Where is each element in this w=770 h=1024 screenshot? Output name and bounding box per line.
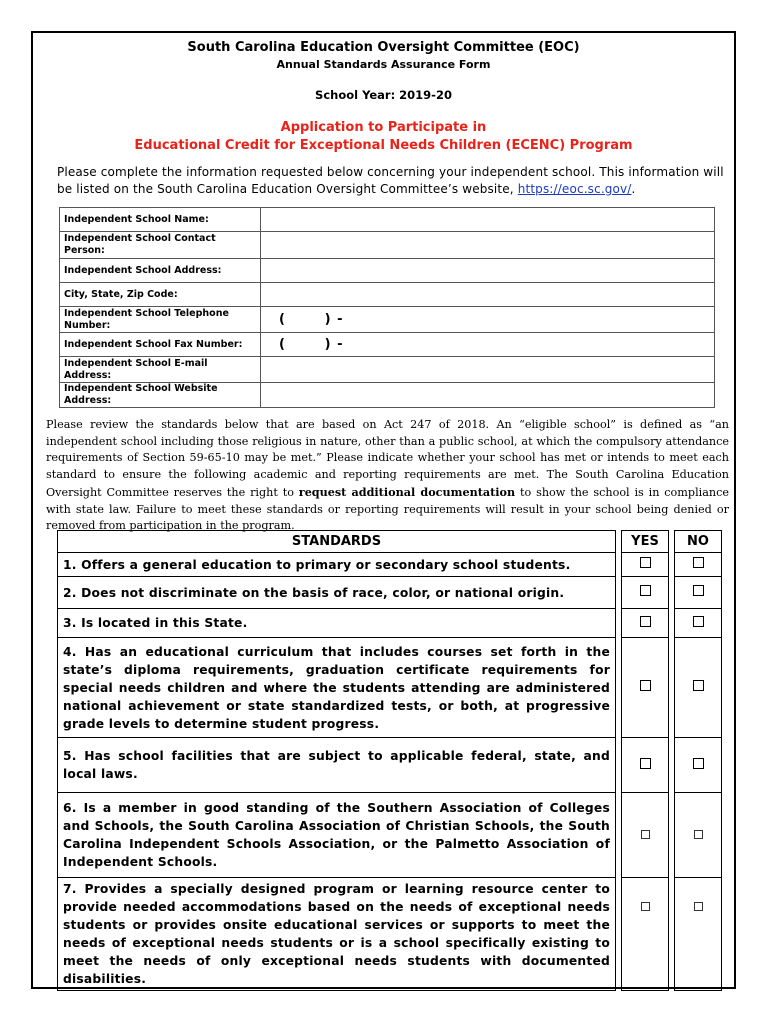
- standard-2-yes-checkbox[interactable]: [622, 577, 669, 609]
- form-page: [31, 31, 736, 989]
- telephone-field[interactable]: ( ) -: [261, 307, 715, 333]
- standard-7-yes-checkbox[interactable]: [622, 878, 669, 991]
- email-field[interactable]: [261, 357, 715, 383]
- info-label: Independent School E-mail Address:: [60, 357, 261, 383]
- yes-header: YES: [622, 531, 669, 553]
- website-field[interactable]: [261, 383, 715, 408]
- info-label: Independent School Contact Person:: [60, 232, 261, 259]
- standards-header: STANDARDS: [58, 531, 616, 553]
- info-row-city: [60, 283, 715, 307]
- form-title: Annual Standards Assurance Form: [276, 58, 491, 71]
- standard-6-text: 6. Is a member in good standing of the Southern Association of Colleges and Schools, the South Carolina Association of Christian Schools, the South Carolina Independent Schools Association, or the Palmetto Association of Independent Schools.: [58, 793, 616, 878]
- checkbox-icon: [641, 902, 650, 911]
- checkbox-icon: [694, 902, 703, 911]
- checkbox-icon: [640, 557, 651, 568]
- review-bold-text: request additional documentation: [298, 484, 516, 499]
- standard-4-no-checkbox[interactable]: [675, 638, 722, 738]
- info-row-email: [60, 357, 715, 383]
- standard-4-text: 4. Has an educational curriculum that includes courses set forth in the state’s diploma requirements, graduation certificate requirements for special needs children and where the students attending are administered national achievement or state standardized tests, or both, at progressive grade levels to determine student progress.: [58, 638, 616, 738]
- checkbox-icon: [693, 680, 704, 691]
- checkbox-icon: [693, 585, 704, 596]
- info-label: Independent School Telephone Number:: [60, 307, 261, 333]
- standard-5-yes-checkbox[interactable]: [622, 738, 669, 793]
- standard-5-text: 5. Has school facilities that are subject to applicable federal, state, and local laws.: [58, 738, 616, 793]
- table-row: [58, 577, 722, 609]
- table-row: [58, 878, 722, 991]
- school-info-table: [59, 207, 715, 408]
- review-text: Please review the standards below that are based on Act 247 of 2018. An “eligible school” is defined as “an independent school including those religious in nature, other than a public school, at which the compulsory attendance requirements of Section 59-65-10 may be met.” Please indicate whether your school has met or intends to meet each standard to ensure the following academic and reporting requirements are met. The South Carolina Education Oversight Committee reserves the right to: [46, 418, 729, 499]
- standard-7-text: 7. Provides a specially designed program or learning resource center to provide needed accommodations based on the needs of exceptional needs students or provides onsite educational services or supports to meet the needs of exceptional needs students or is a school specifically existing to meet the needs of only exceptional needs students with documented disabilities.: [58, 878, 616, 991]
- checkbox-icon: [640, 616, 651, 627]
- info-label: Independent School Website Address:: [60, 383, 261, 408]
- standard-3-yes-checkbox[interactable]: [622, 609, 669, 638]
- standard-1-no-checkbox[interactable]: [675, 553, 722, 577]
- standard-1-yes-checkbox[interactable]: [622, 553, 669, 577]
- standard-3-no-checkbox[interactable]: [675, 609, 722, 638]
- intro-text: Please complete the information requested below concerning your independent school. This information will be listed on the South Carolina Education Oversight Committee’s website,: [57, 165, 724, 196]
- table-row: [58, 738, 722, 793]
- standard-3-text: 3. Is located in this State.: [58, 609, 616, 638]
- info-row-fax: [60, 333, 715, 357]
- checkbox-icon: [640, 680, 651, 691]
- standard-1-text: 1. Offers a general education to primary or secondary school students.: [58, 553, 616, 577]
- checkbox-icon: [693, 758, 704, 769]
- checkbox-icon: [640, 585, 651, 596]
- standards-table: [57, 530, 722, 991]
- address-field[interactable]: [261, 259, 715, 283]
- standard-5-no-checkbox[interactable]: [675, 738, 722, 793]
- intro-text-end: .: [631, 182, 636, 196]
- checkbox-icon: [640, 758, 651, 769]
- review-text-end: to show the school is in compliance with state law. Failure to meet these standards or reporting requirements will result in your school being denied or removed from participation in the program.: [46, 485, 729, 533]
- checkbox-icon: [694, 830, 703, 839]
- fax-field[interactable]: ( ) -: [261, 333, 715, 357]
- standard-6-no-checkbox[interactable]: [675, 793, 722, 878]
- school-year: School Year: 2019-20: [315, 88, 452, 102]
- standard-4-yes-checkbox[interactable]: [622, 638, 669, 738]
- info-row-address: [60, 259, 715, 283]
- info-label: Independent School Fax Number:: [60, 333, 261, 357]
- standard-2-no-checkbox[interactable]: [675, 577, 722, 609]
- checkbox-icon: [693, 557, 704, 568]
- standard-7-no-checkbox[interactable]: [675, 878, 722, 991]
- table-row: [58, 638, 722, 738]
- standard-2-text: 2. Does not discriminate on the basis of race, color, or national origin.: [58, 577, 616, 609]
- standards-header-row: [58, 531, 722, 553]
- checkbox-icon: [693, 616, 704, 627]
- table-row: [58, 609, 722, 638]
- info-label: Independent School Name:: [60, 208, 261, 232]
- checkbox-icon: [641, 830, 650, 839]
- contact-person-field[interactable]: [261, 232, 715, 259]
- school-name-field[interactable]: [261, 208, 715, 232]
- table-row: [58, 553, 722, 577]
- info-row-contact: [60, 232, 715, 259]
- application-title-line2: Educational Credit for Exceptional Needs Children (ECENC) Program: [134, 138, 633, 153]
- org-title: South Carolina Education Oversight Committee (EOC): [187, 40, 580, 55]
- info-label: Independent School Address:: [60, 259, 261, 283]
- intro-paragraph: [57, 164, 733, 198]
- eoc-website-link[interactable]: https://eoc.sc.gov/: [517, 182, 632, 196]
- review-paragraph: [46, 417, 729, 535]
- no-header: NO: [675, 531, 722, 553]
- application-title-line1: Application to Participate in: [280, 120, 487, 135]
- info-row-website: [60, 383, 715, 408]
- city-state-zip-field[interactable]: [261, 283, 715, 307]
- standard-6-yes-checkbox[interactable]: [622, 793, 669, 878]
- table-row: [58, 793, 722, 878]
- info-row-name: [60, 208, 715, 232]
- info-row-telephone: [60, 307, 715, 333]
- info-label: City, State, Zip Code:: [60, 283, 261, 307]
